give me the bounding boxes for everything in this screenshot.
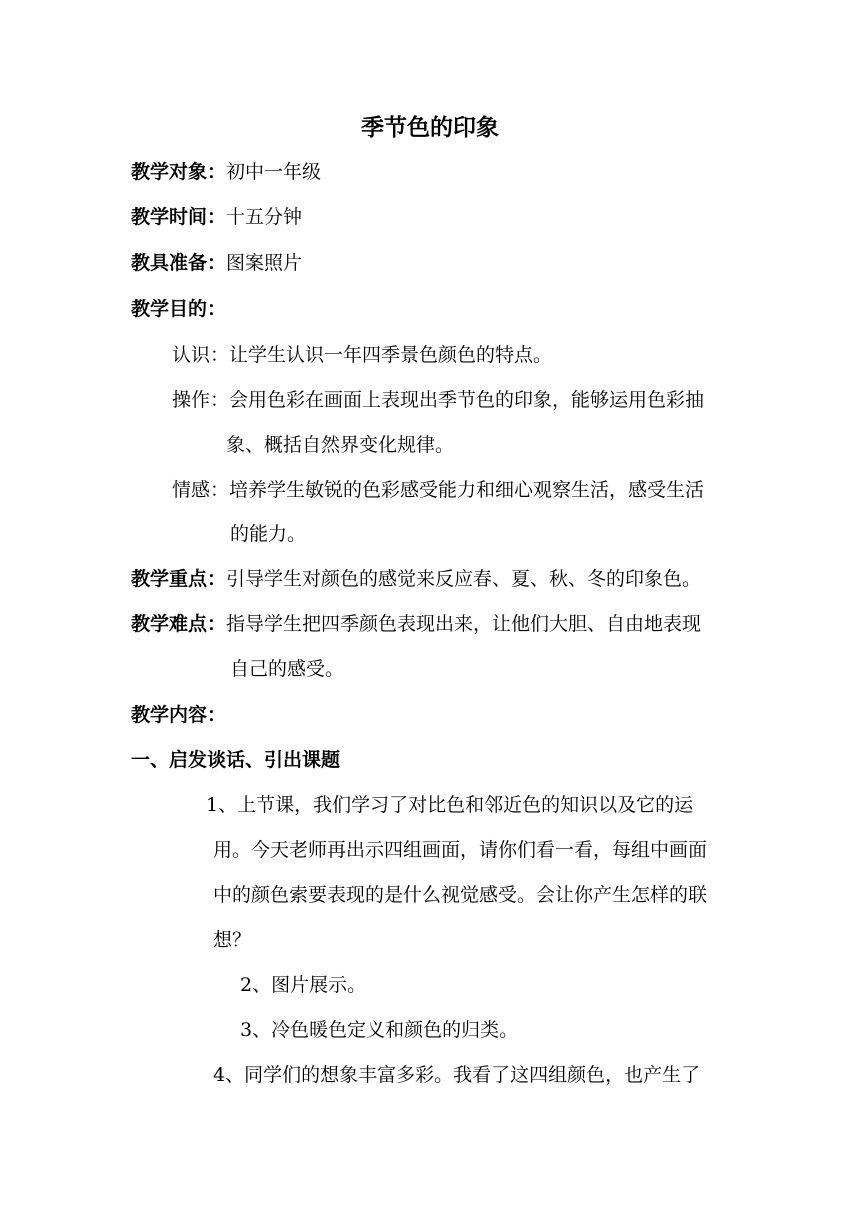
goal-operation-text: 会用色彩在画面上表现出季节色的印象，能够运用色彩抽 xyxy=(229,389,705,411)
tools-label: 教具准备： xyxy=(131,252,227,274)
goals-heading: 教学目的： xyxy=(131,298,227,320)
goal-cognition xyxy=(172,343,552,367)
goal-operation-label: 操作： xyxy=(172,389,230,411)
key-point-text: 引导学生对颜色的感觉来反应春、夏、秋、冬的印象色。 xyxy=(226,568,702,590)
content-heading: 教学内容： xyxy=(131,704,227,726)
goal-operation-line1 xyxy=(172,388,704,412)
time-value: 十五分钟 xyxy=(226,206,303,228)
goal-emotion-line2: 的能力。 xyxy=(230,523,307,545)
target-value: 初中一年级 xyxy=(226,161,322,183)
item1-line4: 想？ xyxy=(213,929,252,951)
tools-row xyxy=(131,251,302,275)
difficulty-row xyxy=(131,612,701,636)
time-row xyxy=(131,205,302,229)
tools-value: 图案照片 xyxy=(226,252,303,274)
goal-operation-line2: 象、概括自然界变化规律。 xyxy=(226,434,455,456)
goal-emotion-text: 培养学生敏锐的色彩感受能力和细心观察生活，感受生活 xyxy=(229,479,705,501)
item2: 2、图片展示。 xyxy=(240,974,367,996)
difficulty-label: 教学难点： xyxy=(131,613,227,635)
key-point-label: 教学重点： xyxy=(131,568,227,590)
goal-cognition-text: 让学生认识一年四季景色颜色的特点。 xyxy=(229,344,553,366)
difficulty-line2: 自己的感受。 xyxy=(230,658,345,680)
difficulty-text: 指导学生把四季颜色表现出来，让他们大胆、自由地表现 xyxy=(226,613,702,635)
goal-emotion-label: 情感： xyxy=(172,479,230,501)
item1-line3: 中的颜色索要表现的是什么视觉感受。会让你产生怎样的联 xyxy=(213,884,708,906)
goal-cognition-label: 认识： xyxy=(172,344,230,366)
time-label: 教学时间： xyxy=(131,206,227,228)
item4-line1: 4、同学们的想象丰富多彩。我看了这四组颜色，也产生了 xyxy=(213,1064,701,1086)
key-point-row xyxy=(131,567,701,591)
target-row xyxy=(131,160,321,184)
document-title: 季节色的印象 xyxy=(361,115,499,141)
item1-line1: 1、上节课，我们学习了对比色和邻近色的知识以及它的运 xyxy=(206,794,694,816)
target-label: 教学对象： xyxy=(131,161,227,183)
section1-heading: 一、启发谈话、引出课题 xyxy=(131,749,341,771)
item3: 3、冷色暖色定义和颜色的归类。 xyxy=(240,1019,519,1041)
goal-emotion-line1 xyxy=(172,478,704,502)
item1-line2: 用。今天老师再出示四组画面，请你们看一看，每组中画面 xyxy=(213,839,708,861)
